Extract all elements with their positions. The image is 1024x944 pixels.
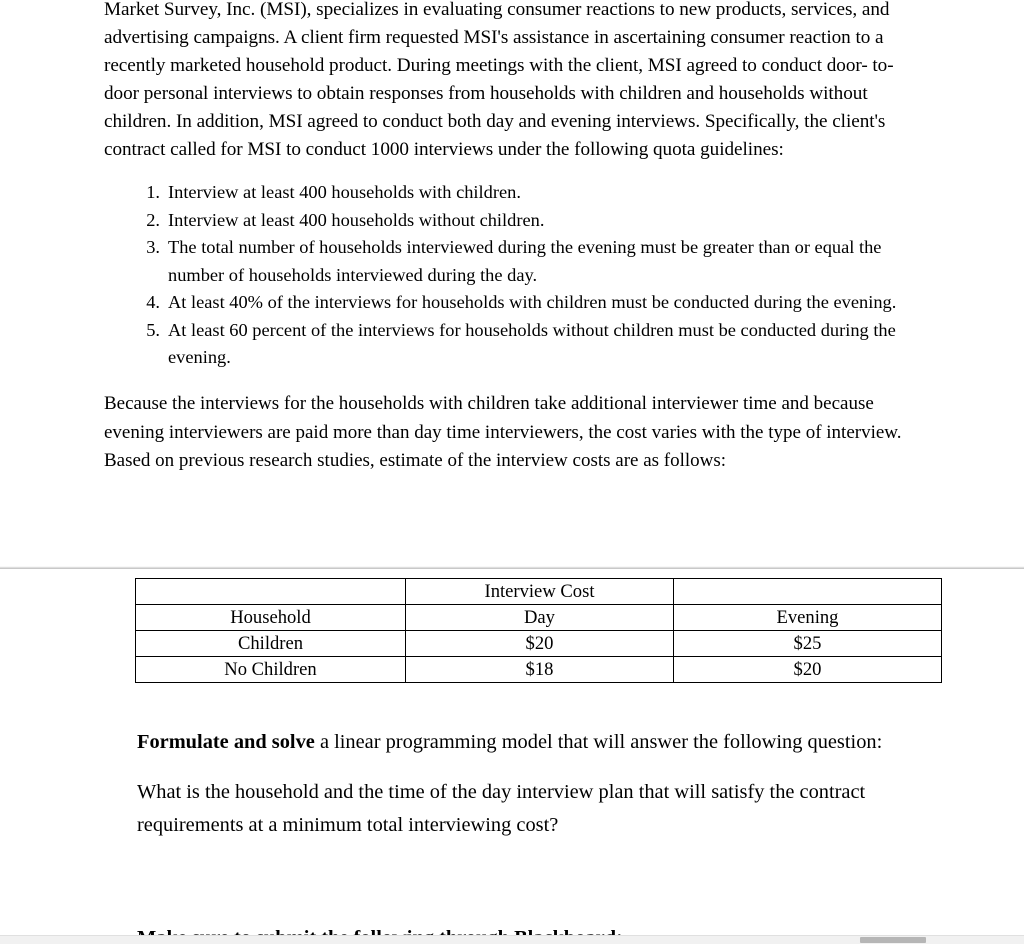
- horizontal-scrollbar[interactable]: [0, 935, 1024, 944]
- lower-text-block: [137, 726, 937, 843]
- list-item: [104, 207, 919, 235]
- intro-paragraph: Market Survey, Inc. (MSI), specializes in evaluating consumer reactions to new products, services, and advertising campaigns. A client firm requested MSI's assistance in ascertaining consumer reaction to a recently marketed household product. During meetings with the client, MSI agreed to conduct door- to- door personal interviews to obtain responses from households with children and households without children. In addition, MSI agreed to conduct both day and evening interviews. Specifically, the client's contract called for MSI to conduct 1000 interviews under the following quota guidelines:: [104, 0, 894, 160]
- interview-cost-table: [135, 578, 942, 683]
- cell-group-header: Interview Cost: [406, 579, 674, 605]
- cell-day-cost: $20: [406, 631, 674, 657]
- column-header-day: Day: [406, 605, 674, 631]
- question-paragraph: What is the household and the time of the day interview plan that will satisfy the contract requirements at a minimum total interviewing cost?: [137, 780, 866, 836]
- task-rest: a linear programming model that will answer the following question:: [314, 731, 883, 753]
- cell-day-cost: $18: [406, 657, 674, 683]
- list-item-number: 2.: [146, 209, 160, 230]
- upper-text-block: [104, 0, 919, 476]
- list-item-text: The total number of households interviewed during the evening must be greater than or equal the number of households interviewed during the day.: [168, 237, 882, 285]
- column-header-household: Household: [136, 605, 406, 631]
- cell-group-blank-right: [674, 579, 942, 605]
- column-header-evening: Evening: [674, 605, 942, 631]
- task-bold-lead: Formulate and solve: [137, 731, 315, 753]
- table-row-column-headers: [136, 605, 942, 631]
- list-item-number: 1.: [146, 182, 160, 203]
- list-item-number: 4.: [146, 292, 160, 313]
- task-paragraph: [137, 726, 937, 760]
- list-item-text: At least 40% of the interviews for households with children must be conducted during the evening.: [168, 292, 897, 313]
- quota-guidelines-list: [104, 179, 919, 372]
- list-item-text: Interview at least 400 households without children.: [168, 209, 545, 230]
- list-item: [104, 234, 919, 289]
- cell-household: No Children: [136, 657, 406, 683]
- cell-evening-cost: $20: [674, 657, 942, 683]
- cell-household: Children: [136, 631, 406, 657]
- list-item-text: At least 60 percent of the interviews for households without children must be conducted during the evening.: [168, 319, 896, 368]
- table-row: [136, 631, 942, 657]
- horizontal-scrollbar-thumb[interactable]: [860, 937, 926, 943]
- interview-cost-table-container: [135, 578, 942, 683]
- list-item-text: Interview at least 400 households with children.: [168, 182, 521, 203]
- list-item: [104, 317, 919, 372]
- cell-evening-cost: $25: [674, 631, 942, 657]
- list-item: [104, 179, 919, 207]
- table-row: [136, 657, 942, 683]
- cost-explanation-paragraph: Because the interviews for the households with children take additional interviewer time and because evening interviewers are paid more than day time interviewers, the cost varies with the type of interview. Based on previous research studies, estimate of the interview costs are as follows:: [104, 392, 902, 472]
- list-item-number: 3.: [146, 237, 160, 258]
- cell-group-blank-left: [136, 579, 406, 605]
- page-break-divider: [0, 566, 1024, 569]
- list-item: [104, 289, 919, 317]
- table-row-group-header: [136, 579, 942, 605]
- list-item-number: 5.: [146, 319, 160, 340]
